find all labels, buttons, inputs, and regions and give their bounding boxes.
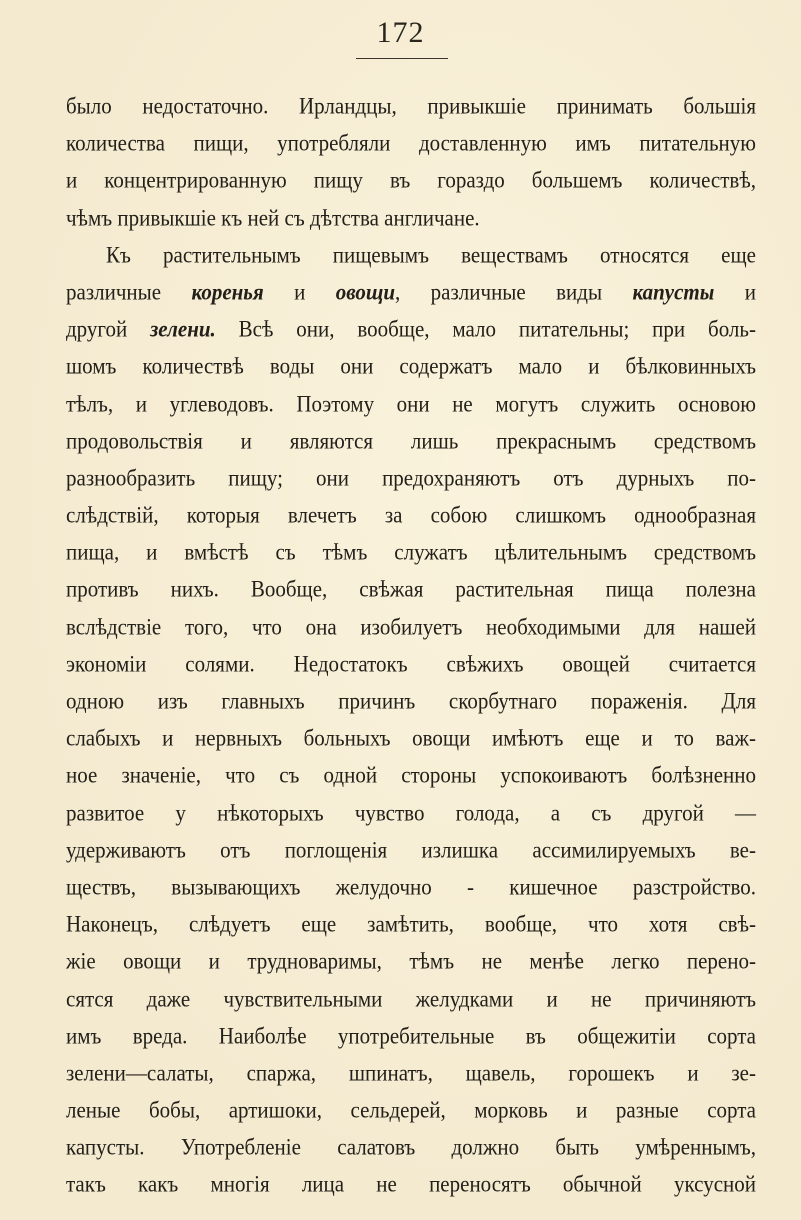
text-line xyxy=(66,533,756,573)
text-segment: развитое у нѣкоторыхъ чувство голода, а съ другой — xyxy=(66,799,756,826)
text-segment: имъ вреда. Наиболѣе употребительные въ общежитіи сорта xyxy=(66,1022,756,1049)
text-line xyxy=(66,830,756,870)
text-line xyxy=(66,719,756,759)
text-line xyxy=(66,458,756,498)
text-segment: было недостаточно. Ирландцы, привыкшіе принимать большія xyxy=(66,92,756,119)
text-segment: чѣмъ привыкшіе къ ней съ дѣтства англичане. xyxy=(66,204,480,231)
text-line xyxy=(66,905,756,945)
text-segment: удерживаютъ отъ поглощенія излишка ассимилируемыхъ ве- xyxy=(66,836,756,863)
text-line xyxy=(66,87,756,127)
page-number: 172 xyxy=(376,16,425,49)
text-line xyxy=(66,384,756,424)
text-line xyxy=(66,1053,756,1093)
text-line xyxy=(66,1016,756,1056)
text-segment: Къ растительнымъ пищевымъ веществамъ относятся еще xyxy=(106,241,756,268)
text-segment: и концентрированную пищу въ гораздо большемъ количествѣ, xyxy=(66,167,756,194)
italic-term: коренья xyxy=(191,278,264,305)
text-segment: различные xyxy=(66,278,192,305)
text-line xyxy=(66,867,756,907)
text-segment: такъ какъ многія лица не переносятъ обычной уксусной xyxy=(66,1171,756,1198)
text-line xyxy=(66,198,756,238)
body-text xyxy=(66,88,756,1204)
text-segment: ное значеніе, что съ одной стороны успокоиваютъ болѣзненно xyxy=(66,762,756,789)
text-segment: сятся даже чувствительными желудками и не причиняютъ xyxy=(66,985,756,1012)
italic-term: зелени. xyxy=(150,316,216,343)
text-line xyxy=(66,942,756,982)
text-segment: капусты. Употребленіе салатовъ должно быть умѣреннымъ, xyxy=(66,1134,756,1161)
text-segment: леные бобы, артишоки, сельдерей, морковь и разные сорта xyxy=(66,1097,756,1123)
text-line xyxy=(66,1091,756,1131)
text-segment: пища, и вмѣстѣ съ тѣмъ служатъ цѣлительнымъ средствомъ xyxy=(66,539,756,566)
text-segment: количества пищи, употребляли доставленную имъ питательную xyxy=(66,130,756,157)
text-segment: экономіи солями. Недостатокъ свѣжихъ овощей считается xyxy=(66,650,756,677)
text-line xyxy=(66,682,756,722)
text-line xyxy=(66,570,756,610)
text-segment: тѣлъ, и углеводовъ. Поэтому они не могутъ служить основою xyxy=(66,390,756,417)
text-line xyxy=(66,793,756,833)
text-segment: вслѣдствіе того, что она изобилуетъ необходимыми для нашей xyxy=(66,613,756,640)
text-line xyxy=(66,979,756,1019)
text-line xyxy=(66,496,756,536)
page-number-rule xyxy=(356,58,448,59)
italic-term: овощи xyxy=(335,278,396,305)
text-line xyxy=(66,161,756,201)
text-line xyxy=(66,124,756,164)
text-segment: шомъ количествѣ воды они содержатъ мало и бѣлковинныхъ xyxy=(66,353,756,380)
text-line xyxy=(66,272,756,312)
text-segment: разнообразить пищу; они предохраняютъ отъ дурныхъ по- xyxy=(66,464,756,491)
text-segment: продовольствія и являются лишь прекраснымъ средствомъ xyxy=(66,427,756,454)
text-segment: противъ нихъ. Вообще, свѣжая растительная пища полезна xyxy=(66,576,756,603)
text-segment: Наконецъ, слѣдуетъ еще замѣтить, вообще, что хотя свѣ- xyxy=(66,911,756,938)
text-segment: и xyxy=(263,278,336,305)
text-line xyxy=(66,756,756,796)
text-line xyxy=(66,235,756,275)
text-line xyxy=(66,1128,756,1168)
text-line xyxy=(66,607,756,647)
text-segment: Всѣ они, вообще, мало питательны; при боль- xyxy=(215,316,756,343)
text-segment: слабыхъ и нервныхъ больныхъ овощи имѣютъ еще и то важ- xyxy=(66,725,756,752)
text-line xyxy=(66,644,756,684)
text-segment: слѣдствій, которыя влечетъ за собою слишкомъ однообразная xyxy=(66,502,756,528)
text-segment: зелени—салаты, спаржа, шпинатъ, щавель, горошекъ и зе- xyxy=(66,1059,756,1086)
text-segment: и xyxy=(714,278,756,305)
text-segment: жіе овощи и трудноваримы, тѣмъ не менѣе легко перено- xyxy=(66,948,756,975)
text-line xyxy=(66,421,756,461)
text-segment: ществъ, вызывающихъ желудочно - кишечное разстройство. xyxy=(66,873,756,900)
text-segment: одною изъ главныхъ причинъ скорбутнаго пораженія. Для xyxy=(66,687,756,714)
text-segment: , различные виды xyxy=(395,278,633,305)
italic-term: капусты xyxy=(632,278,715,305)
text-line xyxy=(66,310,756,350)
text-line xyxy=(66,347,756,387)
text-line xyxy=(66,1165,756,1205)
text-segment: другой xyxy=(66,316,151,343)
